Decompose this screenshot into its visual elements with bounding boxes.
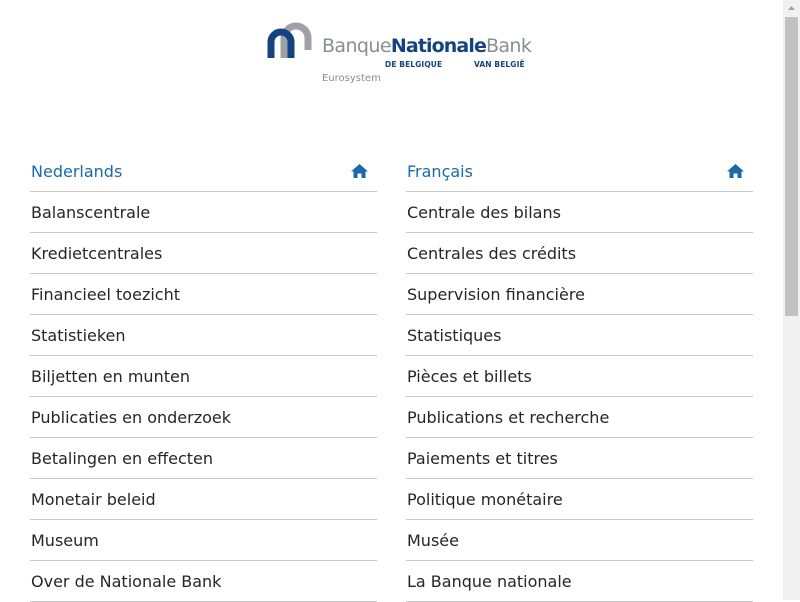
- menu-item-publicaties-en-onderzoek[interactable]: Publicaties en onderzoek: [30, 397, 377, 438]
- menu-item-over-de-nationale-bank[interactable]: Over de Nationale Bank: [30, 561, 377, 602]
- menu-item-politique-monetaire[interactable]: Politique monétaire: [406, 479, 753, 520]
- logo-van-belgie: VAN BELGIË: [474, 60, 525, 69]
- menu-item-biljetten-en-munten[interactable]: Biljetten en munten: [30, 356, 377, 397]
- column-header-francais: [406, 151, 753, 192]
- menu-item-kredietcentrales[interactable]: Kredietcentrales: [30, 233, 377, 274]
- menu-item-statistieken[interactable]: Statistieken: [30, 315, 377, 356]
- nbb-logo[interactable]: [266, 22, 532, 86]
- logo-eurosystem: Eurosystem: [322, 73, 381, 84]
- vertical-scrollbar[interactable]: [783, 0, 800, 600]
- home-icon[interactable]: [350, 163, 369, 179]
- home-icon[interactable]: [726, 163, 745, 179]
- language-link-nederlands[interactable]: Nederlands: [31, 161, 123, 181]
- logo-wordmark: [322, 37, 531, 56]
- language-link-francais[interactable]: Français: [407, 161, 473, 181]
- menu-item-monetair-beleid[interactable]: Monetair beleid: [30, 479, 377, 520]
- column-francais: [406, 151, 753, 602]
- menu-item-pieces-et-billets[interactable]: Pièces et billets: [406, 356, 753, 397]
- scroll-up-arrow-icon[interactable]: [783, 0, 800, 17]
- menu-item-museum[interactable]: Museum: [30, 520, 377, 561]
- menu-item-publications-et-recherche[interactable]: Publications et recherche: [406, 397, 753, 438]
- scrollbar-thumb[interactable]: [785, 17, 798, 316]
- menu-item-centrales-des-credits[interactable]: Centrales des crédits: [406, 233, 753, 274]
- nbb-logo-mark-icon: [266, 22, 320, 62]
- menu-item-statistiques[interactable]: Statistiques: [406, 315, 753, 356]
- menu-item-betalingen-en-effecten[interactable]: Betalingen en effecten: [30, 438, 377, 479]
- menu-item-musee[interactable]: Musée: [406, 520, 753, 561]
- logo-bank: Bank: [485, 35, 532, 57]
- menu-item-la-banque-nationale[interactable]: La Banque nationale: [406, 561, 753, 602]
- menu-item-balanscentrale[interactable]: Balanscentrale: [30, 192, 377, 233]
- menu-item-paiements-et-titres[interactable]: Paiements et titres: [406, 438, 753, 479]
- logo-de-belgique: DE BELGIQUE: [385, 60, 443, 69]
- column-nederlands: [30, 151, 377, 602]
- logo-banque: Banque: [322, 35, 391, 57]
- menu-item-centrale-des-bilans[interactable]: Centrale des bilans: [406, 192, 753, 233]
- column-header-nederlands: [30, 151, 377, 192]
- menu-item-financieel-toezicht[interactable]: Financieel toezicht: [30, 274, 377, 315]
- logo-nationale: Nationale: [390, 35, 486, 57]
- menu-item-supervision-financiere[interactable]: Supervision financière: [406, 274, 753, 315]
